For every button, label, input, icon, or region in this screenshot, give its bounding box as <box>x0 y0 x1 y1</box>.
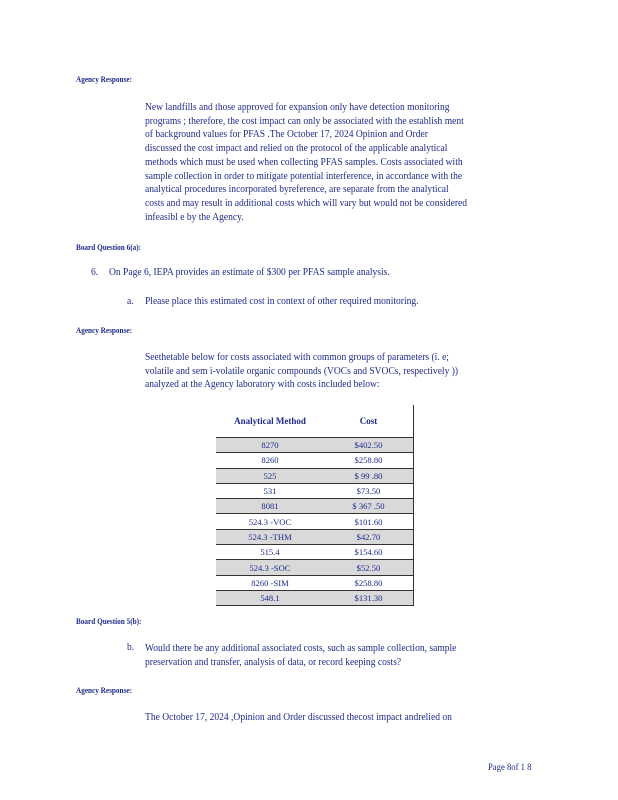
cost-cell: $154.60 <box>324 545 414 560</box>
table-row <box>216 514 414 529</box>
text-line: analytical procedures incorporated byreference, are separate from the analytical <box>145 184 449 196</box>
board-question-label: Board Question 5(b): <box>76 616 142 626</box>
cost-cell: $131.30 <box>324 590 414 605</box>
cost-cell: $101.60 <box>324 514 414 529</box>
cost-cell: $ 99 .80 <box>324 468 414 483</box>
cost-cell: $258.80 <box>324 453 414 468</box>
cost-cell: $52.50 <box>324 560 414 575</box>
table-row <box>216 468 414 483</box>
method-cell: 515.4 <box>216 545 324 560</box>
cost-cell: $42.70 <box>324 529 414 544</box>
cost-cell: $73.50 <box>324 483 414 498</box>
table-row <box>216 483 414 498</box>
cost-cell: $ 367 .50 <box>324 499 414 514</box>
agency-response-paragraph <box>145 351 541 392</box>
method-cell: 524.3 -THM <box>216 529 324 544</box>
text-line: programs ; therefore, the cost impact can only be associated with the establish ment <box>145 115 464 127</box>
table-header-cost: Cost <box>324 405 414 438</box>
agency-response-label: Agency Response: <box>76 325 132 335</box>
agency-response-label: Agency Response: <box>76 74 132 84</box>
method-cell: 8260 -SIM <box>216 575 324 590</box>
table-row <box>216 438 414 453</box>
method-cell: 524.3 -SOC <box>216 560 324 575</box>
question-text: On Page 6, IEPA provides an estimate of $300 per PFAS sample analysis. <box>109 267 390 278</box>
text-line: volatile and sem i-volatile organic compounds (VOCs and SVOCs, respectively )) <box>145 365 459 377</box>
text-line: preservation and transfer, analysis of data, or record keeping costs? <box>145 656 402 668</box>
sub-question-letter: a. <box>127 296 134 307</box>
text-line: of background values for PFAS .The October 17, 2024 Opinion and Order <box>145 129 428 141</box>
question-number: 6. <box>91 267 99 278</box>
table-row <box>216 529 414 544</box>
method-cell: 8260 <box>216 453 324 468</box>
cost-table <box>216 405 414 606</box>
method-cell: 531 <box>216 483 324 498</box>
method-cell: 525 <box>216 468 324 483</box>
text-line: costs and may result in additional costs which will vary but would not be considered <box>145 197 468 209</box>
sub-question-text: Please place this estimated cost in context of other required monitoring. <box>145 296 419 307</box>
agency-response-paragraph: The October 17, 2024 ,Opinion and Order discussed thecost impact andrelied on <box>145 712 452 723</box>
text-line: discussed the cost impact and relied on the protocol of the applicable analytical <box>145 143 448 155</box>
cost-table-container <box>216 405 414 606</box>
method-cell: 8270 <box>216 438 324 453</box>
text-line: analyzed at the Agency laboratory with costs included below: <box>145 379 380 391</box>
table-header-method: Analytical Method <box>234 416 306 426</box>
text-line: Would there be any additional associated costs, such as sample collection, sample <box>145 643 457 654</box>
table-row <box>216 545 414 560</box>
text-line: sample collection in order to mitigate potential interference, in accordance with the <box>145 170 463 182</box>
text-line: infeasibl e by the Agency. <box>145 211 244 223</box>
text-line: methods which must be used when collecting PFAS samples. Costs associated with <box>145 156 463 168</box>
table-row <box>216 453 414 468</box>
sub-question-letter: b. <box>127 642 135 653</box>
text-line: Seethetable below for costs associated with common groups of parameters (i. e; <box>145 352 449 363</box>
cost-cell: $258.80 <box>324 575 414 590</box>
agency-response-paragraph <box>145 101 541 224</box>
table-row <box>216 560 414 575</box>
agency-response-label: Agency Response: <box>76 685 132 695</box>
method-cell: 548.1 <box>216 590 324 605</box>
method-cell: 8081 <box>216 499 324 514</box>
sub-question-text <box>145 642 541 669</box>
board-question-label: Board Question 6(a): <box>76 242 142 252</box>
table-row <box>216 575 414 590</box>
page-number: Page 8of 1 8 <box>488 762 532 773</box>
method-cell: 524.3 -VOC <box>216 514 324 529</box>
text-line: New landfills and those approved for expansion only have detection monitoring <box>145 102 450 113</box>
table-row <box>216 499 414 514</box>
table-row <box>216 590 414 605</box>
cost-cell: $402.50 <box>324 438 414 453</box>
